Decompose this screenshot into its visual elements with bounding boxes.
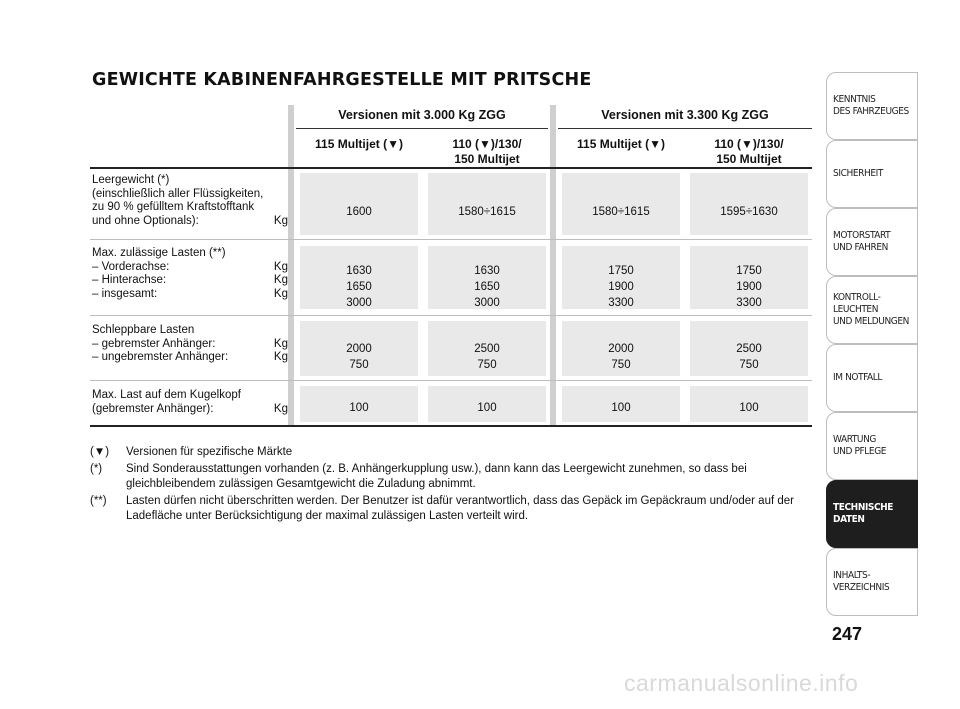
- label-text: Schleppbare Lasten: [92, 324, 195, 336]
- label-text: – ungebremster Anhänger:: [92, 351, 229, 363]
- unit-text: Kg: [273, 214, 288, 227]
- chapter-tab-5[interactable]: [826, 344, 918, 412]
- unit-text: Kg: [273, 287, 288, 300]
- footnote-text: Sind Sonderausstattungen vorhanden (z. B. Anhängerkupplung usw.), dann kann das Leergewicht zunehmen, so dass bei gleichbleibendem zulässigen Gesamtgewicht die Zuladung abnimmt.: [126, 463, 747, 490]
- value-cell: 750: [739, 359, 759, 371]
- row-label-line: [92, 247, 288, 261]
- footnote-mark: (*): [90, 463, 103, 475]
- value-cell: 3000: [346, 297, 372, 309]
- row-label-line: [92, 215, 288, 229]
- row-label-line: [92, 174, 288, 188]
- label-text: und ohne Optionals):: [92, 214, 199, 227]
- unit-text: Kg: [273, 260, 288, 273]
- chapter-tab-7[interactable]: [826, 480, 918, 548]
- chapter-tab-6[interactable]: [826, 412, 918, 480]
- column-header-line: 150 Multijet: [716, 152, 782, 166]
- footnotes: [90, 445, 810, 526]
- chapter-tab-label: SICHERHEIT: [833, 168, 883, 179]
- row-label-line: [92, 324, 288, 338]
- column-header-line: 150 Multijet: [454, 152, 520, 166]
- column-header-line: 115 Multijet (▼): [577, 137, 665, 151]
- value-cell: 1650: [346, 281, 372, 293]
- row-label: [92, 324, 288, 365]
- chapter-tab-label: IM NOTFALL: [833, 372, 883, 383]
- value-cell: 750: [611, 359, 631, 371]
- unit-text: Kg: [273, 351, 288, 363]
- header-rule: [90, 167, 812, 169]
- footnote: [90, 494, 810, 524]
- chapter-tab-4[interactable]: [826, 276, 918, 344]
- divider-bar-middle: [550, 105, 556, 425]
- row-label-line: [92, 351, 288, 365]
- footnote-mark: (▼): [90, 446, 110, 458]
- watermark: carmanualsonline.info: [624, 670, 859, 696]
- value-cell: 1630: [474, 265, 500, 277]
- value-cell: 2000: [608, 343, 634, 355]
- label-text: (gebremster Anhänger):: [92, 402, 214, 415]
- chapter-tab-label: KONTROLL- LEUCHTEN UND MELDUNGEN: [833, 292, 909, 327]
- value-cell: 1900: [608, 281, 634, 293]
- chapter-tab-label: KENNTNIS DES FAHRZEUGES: [833, 94, 909, 117]
- value-cell: 3000: [474, 297, 500, 309]
- footnote: [90, 445, 810, 460]
- footer-rule: [90, 425, 812, 427]
- row-label-line: [92, 288, 288, 302]
- unit-text: Kg: [273, 274, 288, 286]
- value-cell: 1750: [608, 265, 634, 277]
- chapter-tab-2[interactable]: [826, 140, 918, 208]
- label-text: – insgesamt:: [92, 287, 158, 300]
- footnote-mark: (**): [90, 495, 107, 507]
- row-label-line: [92, 338, 288, 352]
- divider-bar-left: [288, 105, 294, 425]
- value-cell: 1650: [474, 281, 500, 293]
- value-cell: 750: [349, 359, 369, 371]
- group-rule-left: [296, 128, 548, 129]
- footnote: [90, 462, 810, 492]
- unit-text: Kg: [273, 402, 288, 415]
- chapter-tab-label: MOTORSTART UND FAHREN: [833, 230, 891, 253]
- row-label-line: [92, 201, 288, 215]
- column-header-line: 115 Multijet (▼): [315, 137, 403, 151]
- column-header-1: [296, 137, 422, 152]
- value-cell: 2500: [736, 343, 762, 355]
- value-cell: 1630: [346, 265, 372, 277]
- group-header-3300: Versionen mit 3.300 Kg ZGG: [601, 108, 769, 122]
- row-label-line: [92, 261, 288, 275]
- label-text: Leergewicht (*): [92, 174, 170, 186]
- column-header-3: [558, 137, 684, 152]
- row-label-line: [92, 188, 288, 202]
- column-header-line: 110 (▼)/130/: [452, 137, 522, 151]
- group-header-3000: Versionen mit 3.000 Kg ZGG: [338, 108, 506, 122]
- group-rule-right: [558, 128, 812, 129]
- label-text: – gebremster Anhänger:: [92, 337, 216, 350]
- value-cell: 100: [739, 402, 759, 414]
- row-label: [92, 174, 288, 228]
- value-cell: 1580÷1615: [458, 206, 516, 218]
- value-cell: 2000: [346, 343, 372, 355]
- weights-table: [90, 103, 812, 428]
- label-text: (einschließlich aller Flüssigkeiten,: [92, 187, 264, 200]
- label-text: Max. Last auf dem Kugelkopf: [92, 389, 241, 401]
- value-cell: 2500: [474, 343, 500, 355]
- footnote-text: Versionen für spezifische Märkte: [126, 446, 293, 458]
- value-cell: 1900: [736, 281, 762, 293]
- row-rule-1: [90, 239, 812, 240]
- page-title: GEWICHTE KABINENFAHRGESTELLE MIT PRITSCHE: [92, 70, 592, 90]
- column-header-4: [686, 137, 812, 167]
- chapter-tab-3[interactable]: [826, 208, 918, 276]
- value-cell: 100: [349, 402, 369, 414]
- value-cell: 1580÷1615: [592, 206, 650, 218]
- label-text: – Hinterachse:: [92, 274, 167, 286]
- value-cell: 3300: [608, 297, 634, 309]
- row-label: [92, 247, 288, 301]
- value-cell: 3300: [736, 297, 762, 309]
- value-cell: 750: [477, 359, 497, 371]
- value-cell: 1595÷1630: [720, 206, 778, 218]
- row-label-line: [92, 403, 288, 417]
- chapter-tab-8[interactable]: [826, 548, 918, 616]
- chapter-tab-label: WARTUNG UND PFLEGE: [833, 434, 887, 457]
- value-cell: 1600: [346, 206, 372, 218]
- unit-text: Kg: [273, 337, 288, 350]
- chapter-tab-label: INHALTS- VERZEICHNIS: [833, 570, 890, 593]
- value-cell: 100: [477, 402, 497, 414]
- value-cell: 1750: [736, 265, 762, 277]
- footnote-text: Lasten dürfen nicht überschritten werden. Der Benutzer ist dafür verantwortlich, dass das Gepäck im Gepäckraum und/oder auf der Ladefläche unter Berücksichtigung der maximal zulässigen Lasten verteilt wird.: [126, 495, 794, 522]
- row-label-line: [92, 389, 288, 403]
- label-text: Max. zulässige Lasten (**): [92, 247, 226, 259]
- row-label: [92, 389, 288, 416]
- label-text: zu 90 % gefülltem Kraftstofftank: [92, 201, 255, 213]
- row-rule-2: [90, 315, 812, 316]
- label-text: – Vorderachse:: [92, 260, 170, 273]
- row-rule-3: [90, 380, 812, 381]
- chapter-tab-1[interactable]: [826, 72, 918, 140]
- value-cell: 100: [611, 402, 631, 414]
- column-header-2: [424, 137, 550, 167]
- column-header-line: 110 (▼)/130/: [714, 137, 784, 151]
- chapter-tab-label: TECHNISCHE DATEN: [833, 502, 894, 525]
- page-number: 247: [832, 624, 863, 644]
- row-label-line: [92, 274, 288, 288]
